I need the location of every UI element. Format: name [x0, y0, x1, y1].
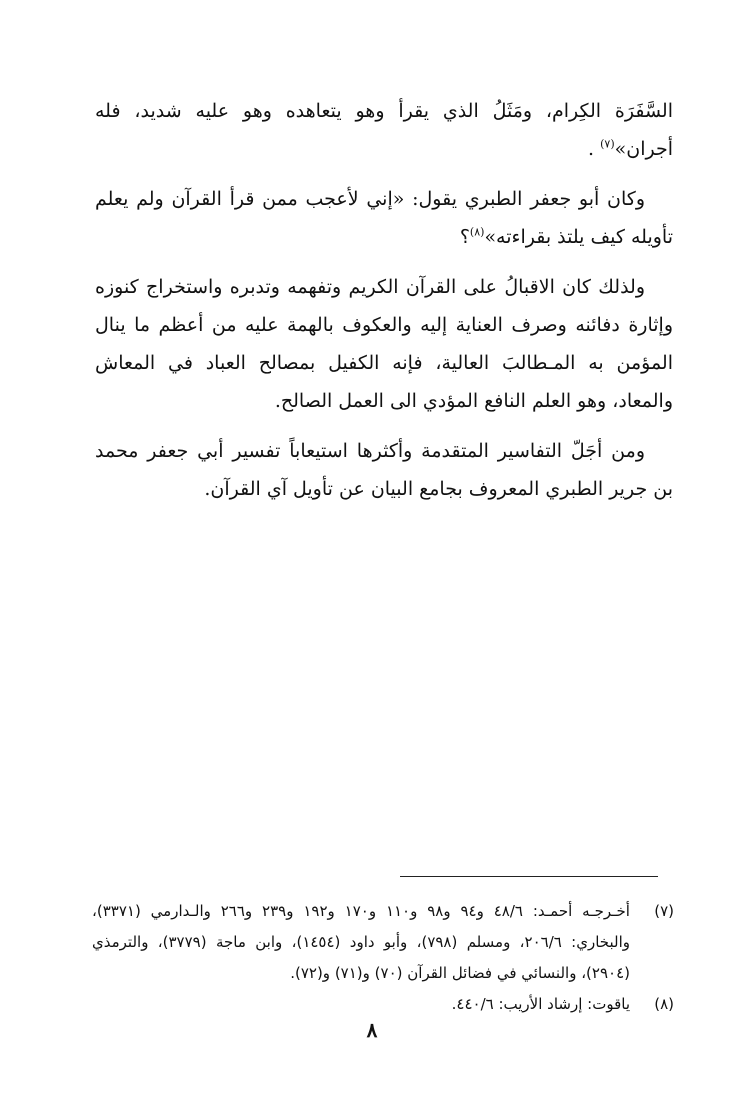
paragraph-1-text: السَّفَرَة الكِرام، ومَثَلُ الذي يقرأ وهو يتعاهده وهو عليه شديد، فله أجران» — [95, 100, 673, 160]
paragraph-4 — [95, 432, 673, 508]
footnotes — [92, 896, 674, 1020]
paragraph-2-text: وكان أبو جعفر الطبري يقول: «إني لأعجب ممن قرأ القرآن ولم يعلم تأويله كيف يلتذ بقراءته» — [95, 188, 673, 248]
paragraph-1-tail: . — [588, 138, 595, 160]
footnote-number: (٨) — [654, 995, 674, 1013]
paragraph-1 — [95, 92, 673, 168]
page-number: ٨ — [366, 1018, 378, 1042]
footnote-ref-7: (٧) — [600, 137, 615, 151]
paragraph-2 — [95, 180, 673, 256]
footnote-7 — [92, 896, 674, 989]
footnote-separator — [400, 876, 658, 877]
footnote-number: (٧) — [654, 902, 674, 920]
paragraph-3 — [95, 268, 673, 420]
footnote-text: ياقوت: إرشاد الأريب: ٤٤٠/٦. — [451, 995, 630, 1013]
paragraph-4-text: ومن أجَلّ التفاسير المتقدمة وأكثرها استيعاباً تفسير أبي جعفر محمد بن جرير الطبري المعروف بجامع البيان عن تأويل آي القرآن. — [95, 440, 673, 500]
paragraph-2-tail: ؟ — [459, 226, 470, 248]
footnote-ref-8: (٨) — [469, 225, 485, 239]
footnote-text: أخـرجـه أحمـد: ٤٨/٦ و٩٤ و٩٨ و١١٠ و١٧٠ و١٩٢ و٢٣٩ و٢٦٦ والـدارمي (٣٣٧١)، والبخاري: ٢٠٦/٦، ومسلم (٧٩٨)، وأبو داود (١٤٥٤)، وابن ماجة (٣٧٧٩)، والترمذي (٢٩٠٤)، والنسائي في فضائل القرآن (٧٠) و(٧١) و(٧٢). — [92, 902, 630, 982]
paragraph-3-text: ولذلك كان الاقبالُ على القرآن الكريم وتفهمه وتدبره واستخراج كنوزه وإثارة دفائنه وصرف العناية إليه والعكوف بالهمة عليه من أعظم ما ينال المؤمن به المـطالبَ العالية، فإنه الكفيل بمصالح العباد في المعاش والمعاد، وهو العلم النافع المؤدي الى العمل الصالح. — [95, 276, 673, 412]
footnote-8 — [92, 989, 674, 1020]
main-text — [95, 92, 673, 520]
